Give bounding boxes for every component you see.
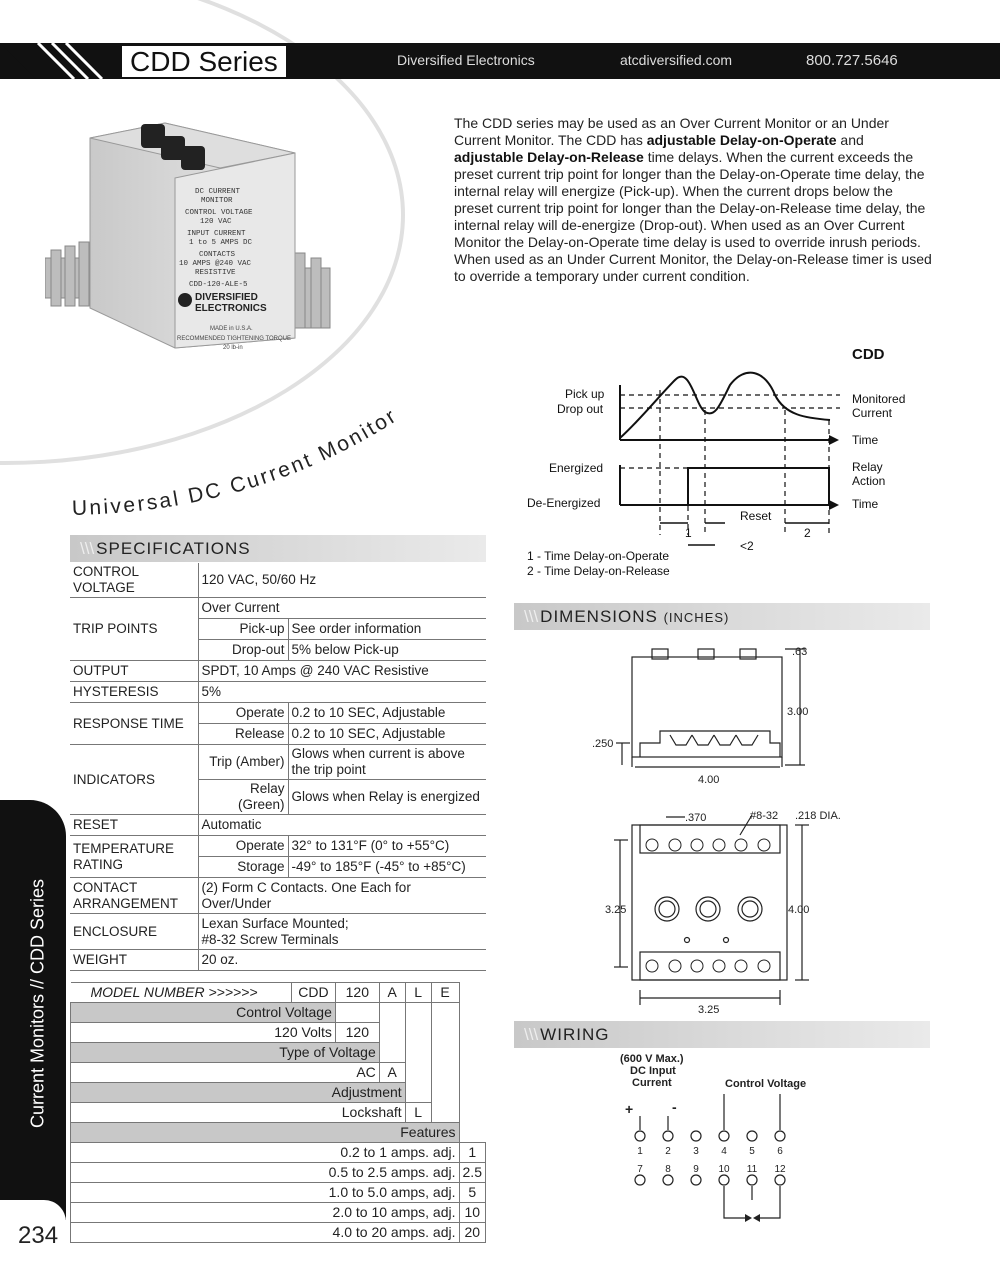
svg-text:Pick up: Pick up bbox=[565, 387, 605, 401]
label-line: CONTROL VOLTAGE bbox=[185, 209, 253, 217]
feature-row: 4.0 to 20 amps. adj. 20 bbox=[71, 1223, 486, 1243]
spec-row: Release 0.2 to 10 SEC, Adjustable bbox=[70, 724, 486, 745]
spec-row: RESET Automatic bbox=[70, 815, 486, 836]
svg-text:6: 6 bbox=[777, 1146, 783, 1157]
svg-text:9: 9 bbox=[693, 1164, 699, 1175]
label-line: CONTACTS bbox=[199, 251, 236, 259]
svg-text:(600 V Max.): (600 V Max.) bbox=[620, 1053, 684, 1065]
description: The CDD series may be used as an Over Current Monitor or an Under Current Monitor. The CDD has adjustable Delay-on-Operate and adjustable Delay-on-Release time delays. When the current exceeds the preset current trip point for longer than the Delay-on-Operate time delay, the internal relay will energize (Pick-up). When the current drops below the preset current trip point for longer than the Delay-on-Release time delay, the internal relay will de-energize (Drop-out). When used as an Over Current Monitor the Delay-on-Operate time delay is used to override inrush periods. When used as an Under Current Monitor, the Delay-on-Release timer is used to override a temporary under current condition. bbox=[454, 115, 932, 284]
label-line: 10 AMPS @240 VAC bbox=[179, 260, 252, 268]
svg-text:Current: Current bbox=[852, 406, 893, 420]
page-number: 234 bbox=[18, 1222, 59, 1249]
svg-text:De-Energized: De-Energized bbox=[527, 496, 601, 510]
spec-row: WEIGHT 20 oz. bbox=[70, 950, 486, 971]
spec-row: OUTPUT SPDT, 10 Amps @ 240 VAC Resistive bbox=[70, 661, 486, 682]
timing-diagram bbox=[520, 340, 940, 585]
svg-text:7: 7 bbox=[637, 1164, 643, 1175]
model-header-row: MODEL NUMBER >>>>>> CDD 120 A L E bbox=[71, 983, 486, 1003]
spec-row: INDICATORS Trip (Amber) Glows when current is above the trip point bbox=[70, 745, 486, 780]
svg-text:4.00: 4.00 bbox=[698, 774, 720, 786]
feature-row: 0.5 to 2.5 amps. adj. 2.5 bbox=[71, 1163, 486, 1183]
svg-text:<2: <2 bbox=[740, 539, 754, 553]
website[interactable]: atcdiversified.com bbox=[620, 52, 733, 68]
phone-number: 800.727.5646 bbox=[806, 52, 898, 69]
svg-text:12: 12 bbox=[774, 1164, 786, 1175]
svg-text:Control Voltage: Control Voltage bbox=[725, 1078, 807, 1090]
svg-text:-: - bbox=[672, 1099, 677, 1115]
label-line: RESISTIVE bbox=[195, 269, 236, 277]
label-line: DC CURRENT bbox=[195, 188, 241, 196]
svg-text:8: 8 bbox=[665, 1164, 671, 1175]
dimensions-drawing bbox=[580, 635, 880, 1015]
svg-text:3.00: 3.00 bbox=[787, 706, 809, 718]
wiring-diagram bbox=[600, 1050, 840, 1230]
series-title: CDD Series bbox=[122, 46, 286, 77]
svg-text:3.25: 3.25 bbox=[698, 1004, 720, 1015]
svg-text:2: 2 bbox=[804, 526, 811, 540]
feature-row: 2.0 to 10 amps, adj. 10 bbox=[71, 1203, 486, 1223]
spec-row: CONTROL VOLTAGE 120 VAC, 50/60 Hz bbox=[70, 563, 486, 598]
svg-text:1: 1 bbox=[637, 1146, 643, 1157]
svg-text:3.25: 3.25 bbox=[605, 904, 627, 916]
svg-text:5: 5 bbox=[749, 1146, 755, 1157]
specs-header: \\\ SPECIFICATIONS bbox=[70, 535, 486, 562]
company-name: Diversified Electronics bbox=[397, 52, 535, 68]
svg-text:Time: Time bbox=[852, 433, 879, 447]
svg-text:.63: .63 bbox=[792, 646, 808, 658]
label-line: 120 VAC bbox=[200, 218, 232, 226]
svg-text:.218 DIA.: .218 DIA. bbox=[795, 810, 841, 822]
torque-note: RECOMMENDED TIGHTENING TORQUE bbox=[177, 336, 292, 342]
svg-text:Monitored: Monitored bbox=[852, 392, 906, 406]
svg-text:DC Input: DC Input bbox=[630, 1065, 676, 1077]
svg-text:Energized: Energized bbox=[549, 461, 604, 475]
svg-text:+: + bbox=[625, 1101, 634, 1117]
spec-row: CONTACT ARRANGEMENT (2) Form C Contacts. One Each for Over/Under bbox=[70, 878, 486, 914]
spec-row: TEMPERATURE RATING Operate 32° to 131°F (0° to +55°C) bbox=[70, 836, 486, 857]
model-number-table: MODEL NUMBER >>>>>> CDD 120 A L E Control Voltage 120 Volts 120 Type of Voltage AC A Adjustment Lockshaft L Features 0.2 to 1 amps. adj. 1 0.5 to 2.5 amps. adj. 2.5 1.0 to 5.0 amps, adj. 5 2.0 to 10 amps, adj. 10 4.0 to 20 amps. adj. 20 bbox=[70, 982, 486, 1243]
svg-text:Action: Action bbox=[852, 474, 886, 488]
brand-name: ELECTRONICS bbox=[195, 303, 267, 314]
stripes-logo bbox=[0, 43, 120, 79]
svg-text:2 - Time Delay-on-Release: 2 - Time Delay-on-Release bbox=[527, 564, 670, 578]
brand-logo-icon bbox=[178, 293, 192, 307]
timing-title: CDD bbox=[852, 346, 885, 363]
product-photo bbox=[45, 118, 335, 358]
svg-text:#8-32: #8-32 bbox=[750, 810, 779, 822]
spec-row: Storage -49° to 185°F (-45° to +85°C) bbox=[70, 857, 486, 878]
spec-row: Drop-out 5% below Pick-up bbox=[70, 640, 486, 661]
svg-text:Time: Time bbox=[852, 497, 879, 511]
svg-text:11: 11 bbox=[746, 1164, 758, 1175]
spec-row: RESPONSE TIME Operate 0.2 to 10 SEC, Adjustable bbox=[70, 703, 486, 724]
svg-text:Universal DC Current Monitor: Universal DC Current Monitor bbox=[71, 403, 402, 521]
torque-value: 20 lb-in bbox=[223, 345, 243, 351]
svg-text:.370: .370 bbox=[685, 812, 707, 824]
svg-text:1: 1 bbox=[685, 526, 692, 540]
spec-row: Pick-up See order information bbox=[70, 619, 486, 640]
svg-text:.250: .250 bbox=[592, 738, 614, 750]
feature-row: 1.0 to 5.0 amps, adj. 5 bbox=[71, 1183, 486, 1203]
made-in: MADE in U.S.A. bbox=[210, 326, 253, 332]
spec-row: HYSTERESIS 5% bbox=[70, 682, 486, 703]
svg-text:Reset: Reset bbox=[740, 509, 772, 523]
brand-name: DIVERSIFIED bbox=[195, 292, 258, 303]
sidebar-text: Current Monitors // CDD Series bbox=[27, 878, 48, 1129]
tagline bbox=[60, 400, 460, 530]
label-line: MONITOR bbox=[201, 197, 233, 205]
svg-text:Current: Current bbox=[632, 1077, 672, 1089]
svg-text:3: 3 bbox=[693, 1146, 699, 1157]
svg-text:4: 4 bbox=[721, 1146, 727, 1157]
svg-text:Drop out: Drop out bbox=[557, 402, 604, 416]
svg-text:2: 2 bbox=[665, 1146, 671, 1157]
feature-row: 0.2 to 1 amps. adj. 1 bbox=[71, 1143, 486, 1163]
svg-text:10: 10 bbox=[718, 1164, 730, 1175]
dimensions-header: \\\ DIMENSIONS (INCHES) bbox=[514, 603, 930, 630]
spec-row: Relay (Green) Glows when Relay is energized bbox=[70, 780, 486, 815]
spec-row: TRIP POINTS Over Current bbox=[70, 598, 486, 619]
svg-text:4.00: 4.00 bbox=[788, 904, 810, 916]
label-line: 1 to 5 AMPS DC bbox=[189, 239, 253, 247]
specs-table bbox=[70, 563, 486, 971]
svg-text:Relay: Relay bbox=[852, 460, 883, 474]
label-line: CDD-120-ALE-5 bbox=[189, 281, 248, 289]
label-line: INPUT CURRENT bbox=[187, 230, 246, 238]
spec-row: ENCLOSURE Lexan Surface Mounted; #8-32 Screw Terminals bbox=[70, 914, 486, 950]
wiring-header: \\\ WIRING bbox=[514, 1021, 930, 1048]
svg-text:1 - Time Delay-on-Operate: 1 - Time Delay-on-Operate bbox=[527, 549, 670, 563]
